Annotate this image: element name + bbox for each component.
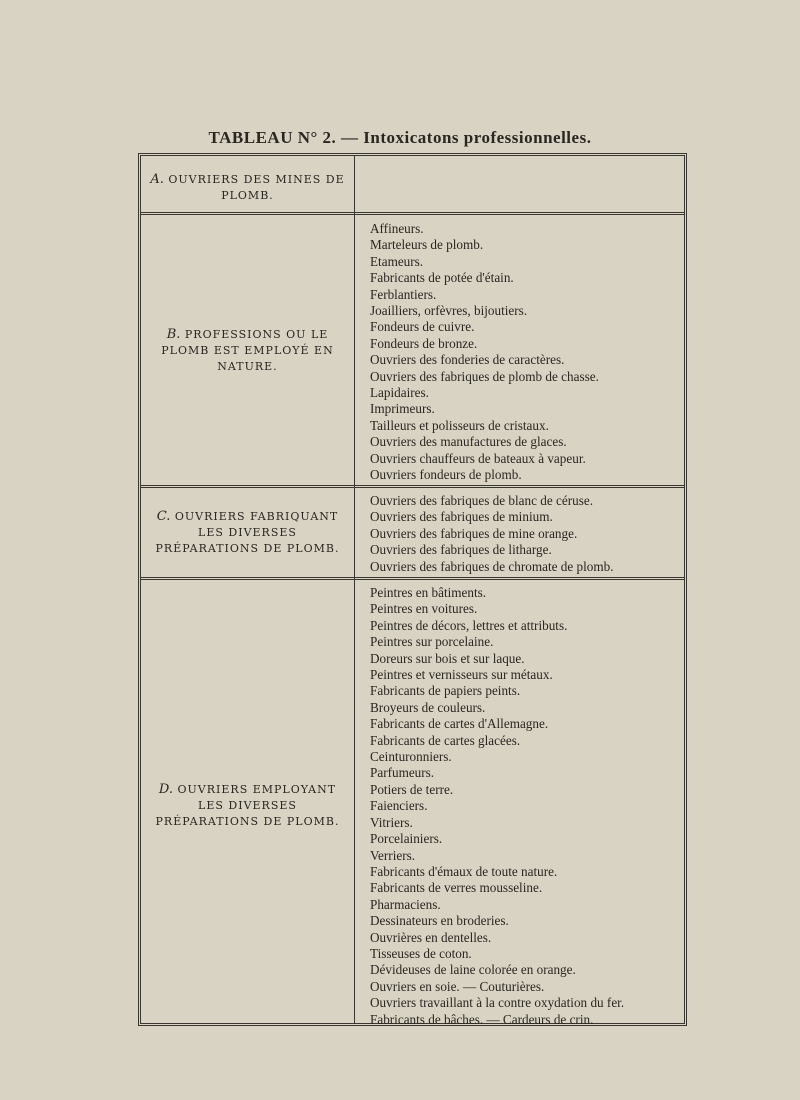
- occupation-item: Imprimeurs.: [370, 401, 435, 417]
- occupation-item: Fondeurs de cuivre.: [370, 319, 475, 335]
- occupation-item: Fabricants de papiers peints.: [370, 683, 521, 699]
- occupation-item: Ouvriers des fabriques de mine orange.: [370, 525, 578, 541]
- occupation-item: Ouvriers des fabriques de plomb de chasse.: [370, 368, 599, 384]
- section-a-label: [141, 156, 354, 214]
- occupation-item: Ouvriers des fabriques de litharge.: [370, 542, 552, 558]
- occupation-item: Parfumeurs.: [370, 765, 435, 781]
- section-text: OUVRIERS DES MINES DE PLOMB.: [168, 173, 345, 202]
- occupation-item: Fabricants de cartes d'Allemagne.: [370, 716, 549, 732]
- occupation-item: Faienciers.: [370, 798, 428, 814]
- occupations-table: [138, 153, 687, 1026]
- occupation-item: Marteleurs de plomb.: [370, 237, 484, 253]
- occupation-item: Peintres en voitures.: [370, 601, 478, 617]
- section-letter: C.: [156, 509, 171, 524]
- occupation-item: Dessinateurs en broderies.: [370, 913, 509, 929]
- section-text: OUVRIERS EMPLOYANT LES DIVERSES PRÉPARATIONS DE PLOMB.: [155, 783, 340, 828]
- table-title: TABLEAU N° 2. — Intoxicatons professionnelles.: [208, 128, 592, 147]
- occupation-item: Tisseuses de coton.: [370, 945, 472, 961]
- occupation-item: Ouvriers des fonderies de caractères.: [370, 352, 565, 368]
- occupation-item: Ouvriers en soie. — Couturières.: [370, 978, 545, 994]
- occupation-item: Fondeurs de bronze.: [370, 335, 478, 351]
- occupation-item: Verriers.: [370, 847, 416, 863]
- occupation-item: Tailleurs et polisseurs de cristaux.: [370, 417, 549, 433]
- occupation-item: Peintres en bâtiments.: [370, 585, 487, 600]
- occupation-item: Ouvriers des fabriques de blanc de céruse.: [370, 493, 593, 508]
- occupation-item: Dévideuses de laine colorée en orange.: [370, 962, 576, 978]
- row-divider: [141, 485, 684, 488]
- section-d-label: [141, 581, 354, 1031]
- column-divider: [354, 156, 355, 1023]
- section-d-items: [370, 585, 676, 1028]
- occupation-item: Ceinturonniers.: [370, 749, 452, 765]
- occupation-item: Ouvriers des fabriques de minium.: [370, 509, 553, 525]
- row-divider: [141, 212, 684, 215]
- occupation-item: Ouvriers des fabriques de chromate de plomb.: [370, 558, 614, 574]
- occupation-item: Pharmaciens.: [370, 896, 441, 912]
- section-text: PROFESSIONS OU LE PLOMB EST EMPLOYÉ EN NATURE.: [161, 328, 334, 373]
- occupation-item: Fabricants de bâches. — Cardeurs de crin.: [370, 1011, 594, 1027]
- section-letter: D.: [158, 782, 174, 797]
- section-text: OUVRIERS FABRIQUANT LES DIVERSES PRÉPARATIONS DE PLOMB.: [155, 510, 340, 555]
- occupation-item: Peintres de décors, lettres et attributs.: [370, 617, 568, 633]
- section-letter: A.: [150, 172, 164, 187]
- occupation-item: Porcelainiers.: [370, 831, 443, 847]
- occupation-item: Doreurs sur bois et sur laque.: [370, 650, 525, 666]
- section-c-label: [141, 489, 354, 577]
- occupation-item: Joailliers, orfèvres, bijoutiers.: [370, 303, 528, 319]
- section-b-label: [141, 216, 354, 486]
- occupation-item: Ouvrières en dentelles.: [370, 929, 492, 945]
- occupation-item: Lapidaires.: [370, 385, 429, 401]
- occupation-item: Vitriers.: [370, 814, 413, 830]
- occupation-item: Ouvriers des manufactures de glaces.: [370, 434, 567, 450]
- section-b-items: [370, 221, 676, 484]
- occupation-item: Ouvriers fondeurs de plomb.: [370, 467, 522, 483]
- occupation-item: Ouvriers chauffeurs de bateaux à vapeur.: [370, 450, 586, 466]
- section-letter: B.: [166, 327, 181, 342]
- occupation-item: Fabricants de potée d'étain.: [370, 270, 514, 286]
- occupation-item: Affineurs.: [370, 221, 424, 236]
- occupation-item: Peintres et vernisseurs sur métaux.: [370, 667, 553, 683]
- occupation-item: Peintres sur porcelaine.: [370, 634, 494, 650]
- section-c-items: [370, 493, 676, 575]
- occupation-item: Broyeurs de couleurs.: [370, 699, 486, 715]
- occupation-item: Ferblantiers.: [370, 286, 437, 302]
- occupation-item: Fabricants de cartes glacées.: [370, 732, 521, 748]
- occupation-item: Fabricants d'émaux de toute nature.: [370, 863, 558, 879]
- occupation-item: Ouvriers travaillant à la contre oxydation du fer.: [370, 995, 625, 1011]
- occupation-item: Fabricants de verres mousseline.: [370, 880, 543, 896]
- occupation-item: Potiers de terre.: [370, 781, 454, 797]
- row-divider: [141, 577, 684, 580]
- occupation-item: Etameurs.: [370, 253, 424, 269]
